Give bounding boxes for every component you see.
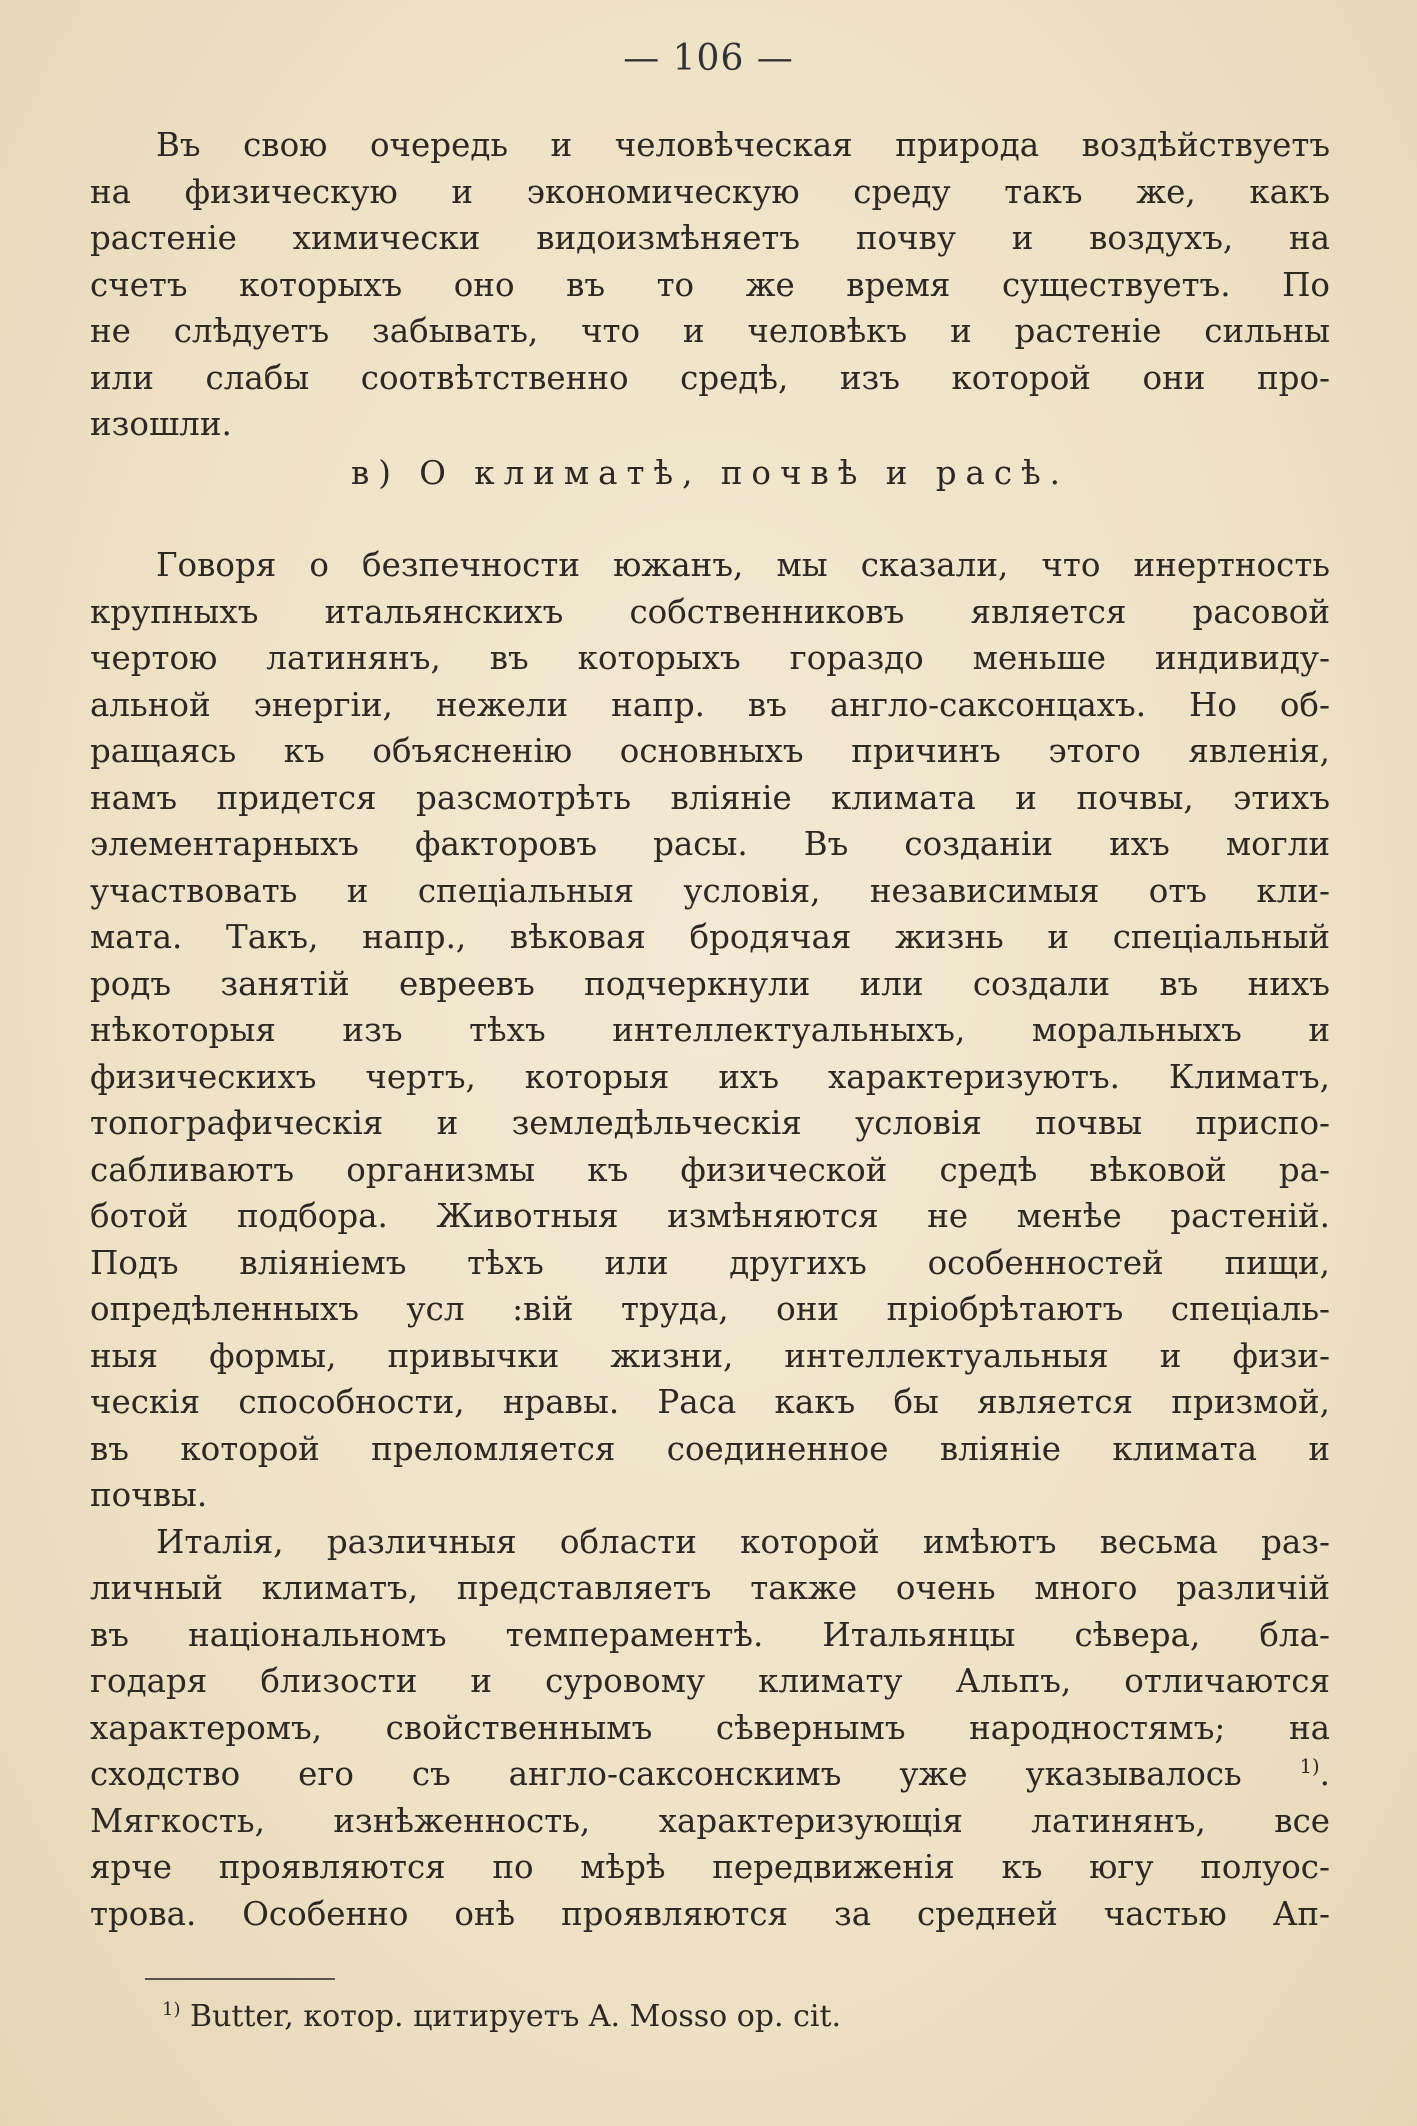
- text-line: ращаясь къ объясненію основныхъ причинъ этого явленія,: [90, 732, 1330, 770]
- footnote-reference: 1): [1299, 1755, 1320, 1779]
- text-line: Италія, различныя области которой имѣютъ весьма раз-: [156, 1522, 1330, 1561]
- text-line: опредѣленныхъ усл :вій труда, они пріобрѣтаютъ спеціаль-: [90, 1290, 1330, 1328]
- footnote-marker: 1): [162, 1999, 181, 2020]
- text-line: на физическую и экономическую среду такъ же, какъ: [90, 172, 1330, 211]
- text-line: счетъ которыхъ оно въ то же время существуетъ. По: [90, 265, 1330, 304]
- text-line: годаря близости и суровому климату Альпъ, отличаются: [90, 1662, 1330, 1700]
- text-line: ботой подбора. Животныя измѣняются не менѣе растеній.: [90, 1197, 1330, 1235]
- text-line: растеніе химически видоизмѣняетъ почву и воздухъ, на: [90, 219, 1330, 257]
- text-line: крупныхъ итальянскихъ собственниковъ является расовой: [90, 592, 1330, 631]
- text-line: элементарныхъ факторовъ расы. Въ созданіи ихъ могли: [90, 825, 1330, 863]
- footnote: [162, 1996, 841, 2038]
- paragraph-3: [90, 1519, 1330, 1938]
- text-line: сабливаютъ организмы къ физической средѣ вѣковой ра-: [90, 1150, 1330, 1189]
- text-line: намъ придется разсмотрѣть вліяніе климата и почвы, этихъ: [90, 778, 1330, 817]
- text-line-with-footnote-ref: [90, 1751, 1330, 1798]
- text-line: не слѣдуетъ забывать, что и человѣкъ и растеніе сильны: [90, 312, 1330, 350]
- paragraph-1: [90, 122, 1330, 448]
- text-line: или слабы соотвѣтственно средѣ, изъ которой они про-: [90, 358, 1330, 397]
- text-line: въ которой преломляется соединенное вліяніе климата и: [90, 1429, 1330, 1468]
- text-line: трова. Особенно онѣ проявляются за средней частью Ап-: [90, 1894, 1330, 1933]
- text-line: въ національномъ темпераментѣ. Итальянцы сѣвера, бла-: [90, 1615, 1330, 1654]
- text-line: Говоря о безпечности южанъ, мы сказали, что инертность: [156, 546, 1330, 584]
- text-line: топографическія и земледѣльческія условія почвы приспо-: [90, 1104, 1330, 1142]
- text-line: ныя формы, привычки жизни, интеллектуальныя и физи-: [90, 1336, 1330, 1375]
- text-line: физическихъ чертъ, которыя ихъ характеризуютъ. Климатъ,: [90, 1057, 1330, 1096]
- text-line: Подъ вліяніемъ тѣхъ или другихъ особенностей пищи,: [90, 1243, 1330, 1282]
- body-text: [90, 122, 1330, 1937]
- text-line: Мягкость, изнѣженность, характеризующія латинянъ, все: [90, 1801, 1330, 1840]
- text-line: сходство его съ англо-саксонскимъ уже указывалось: [90, 1755, 1242, 1793]
- text-line: изошли.: [90, 405, 232, 443]
- paragraph-2: [90, 542, 1330, 1519]
- text-line: почвы.: [90, 1476, 208, 1514]
- footnote-text: Butter, котор. цитируетъ A. Mosso op. cit.: [190, 1999, 842, 2034]
- footnote-reference-trailing: .: [1319, 1755, 1330, 1793]
- footnote-divider: [145, 1978, 335, 1980]
- section-heading: в) О климатѣ, почвѣ и расѣ.: [350, 453, 1070, 492]
- text-line: участвовать и спеціальныя условія, независимыя отъ кли-: [90, 871, 1330, 910]
- text-line: родъ занятій евреевъ подчеркнули или создали въ нихъ: [90, 964, 1330, 1003]
- text-line: Въ свою очередь и человѣческая природа воздѣйствуетъ: [156, 126, 1330, 164]
- text-line: мата. Такъ, напр., вѣковая бродячая жизнь и спеціальный: [90, 918, 1330, 956]
- text-line: альной энергіи, нежели напр. въ англо-саксонцахъ. Но об-: [90, 685, 1330, 724]
- text-line: характеромъ, свойственнымъ сѣвернымъ народностямъ; на: [90, 1708, 1330, 1747]
- text-line: чертою латинянъ, въ которыхъ гораздо меньше индивиду-: [90, 639, 1330, 677]
- text-line: ческія способности, нравы. Раса какъ бы является призмой,: [90, 1383, 1330, 1421]
- text-line: личный климатъ, представляетъ также очень много различій: [90, 1569, 1330, 1607]
- page-number: — 106 —: [623, 38, 794, 79]
- text-line: нѣкоторыя изъ тѣхъ интеллектуальныхъ, моральныхъ и: [90, 1011, 1330, 1049]
- text-line: ярче проявляются по мѣрѣ передвиженія къ югу полуос-: [90, 1848, 1330, 1886]
